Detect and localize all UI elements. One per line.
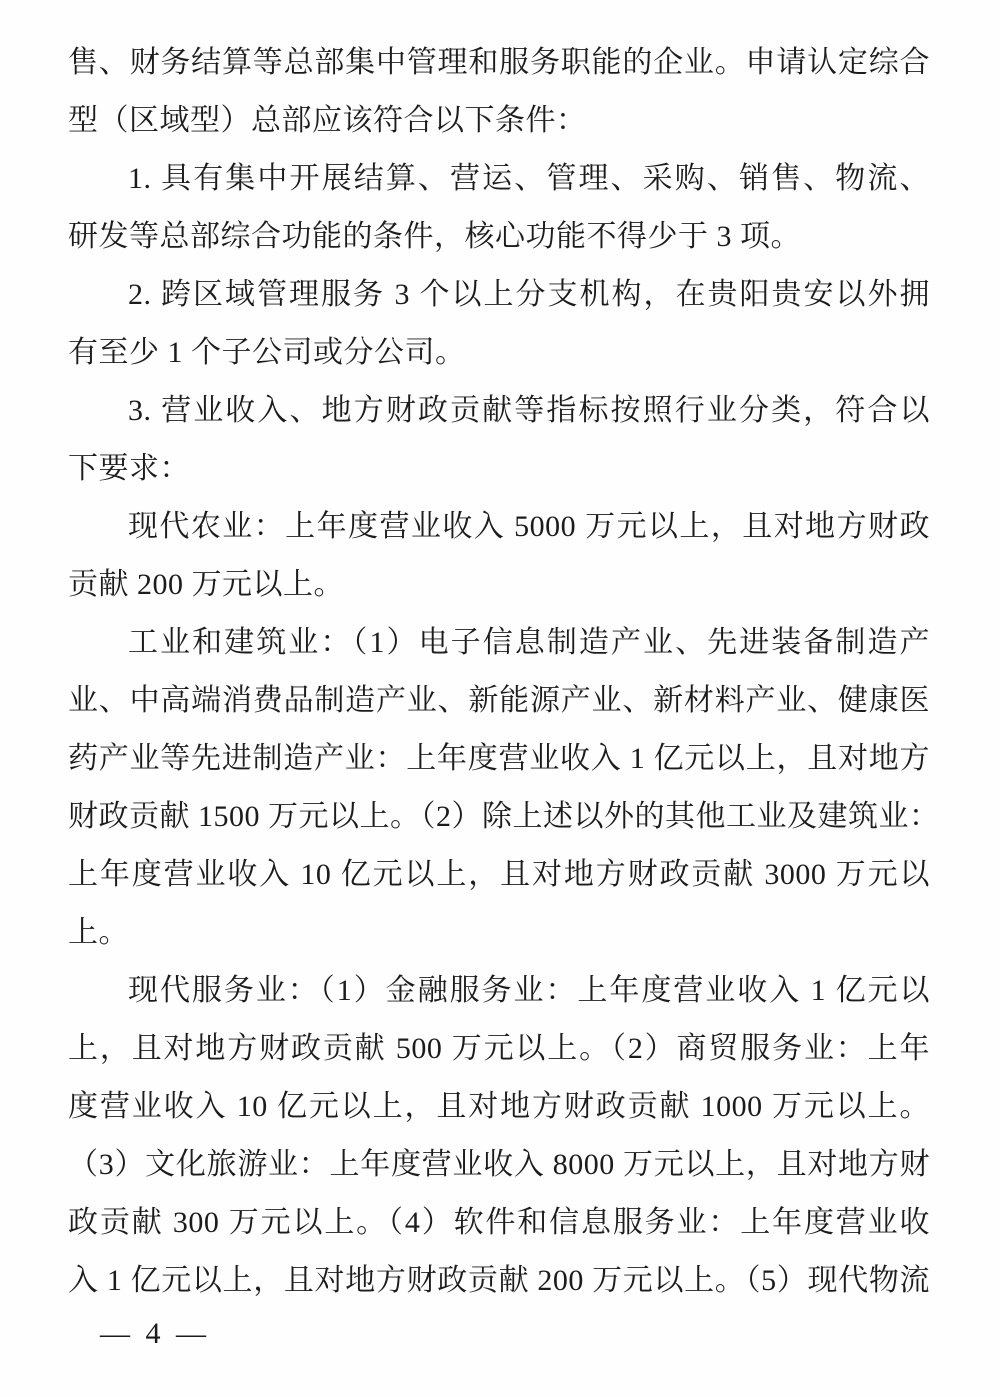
text-line: 上年度营业收入 10 亿元以上，且对地方财政贡献 3000 万元以 xyxy=(68,858,930,891)
text-line: 药产业等先进制造产业：上年度营业收入 1 亿元以上，且对地方 xyxy=(68,742,930,775)
text-line: 入 1 亿元以上，且对地方财政贡献 200 万元以上。（5）现代物流 xyxy=(68,1264,930,1297)
page-number: — 4 — xyxy=(100,1317,210,1350)
text-line: 现代农业：上年度营业收入 5000 万元以上，且对地方财政 xyxy=(128,510,930,543)
text-line: 政贡献 300 万元以上。（4）软件和信息服务业：上年度营业收 xyxy=(68,1206,930,1239)
text-line: 2. 跨区域管理服务 3 个以上分支机构，在贵阳贵安以外拥 xyxy=(128,278,930,311)
text-line: 财政贡献 1500 万元以上。（2）除上述以外的其他工业及建筑业： xyxy=(68,800,940,833)
body-text xyxy=(68,34,940,1310)
text-line: 型（区域型）总部应该符合以下条件： xyxy=(68,104,587,137)
text-line: 上。 xyxy=(68,916,129,949)
text-line: （3）文化旅游业：上年度营业收入 8000 万元以上，且对地方财 xyxy=(68,1148,930,1181)
text-line: 贡献 200 万元以上。 xyxy=(68,568,344,601)
text-line: 上，且对地方财政贡献 500 万元以上。（2）商贸服务业：上年 xyxy=(68,1032,930,1065)
text-line: 下要求： xyxy=(68,452,190,485)
text-line: 度营业收入 10 亿元以上，且对地方财政贡献 1000 万元以上。 xyxy=(68,1090,930,1123)
text-line: 现代服务业：（1）金融服务业：上年度营业收入 1 亿元以 xyxy=(128,974,930,1007)
text-line: 3. 营业收入、地方财政贡献等指标按照行业分类，符合以 xyxy=(128,394,930,427)
text-line: 1. 具有集中开展结算、营运、管理、采购、销售、物流、 xyxy=(128,162,930,195)
text-line: 售、财务结算等总部集中管理和服务职能的企业。申请认定综合 xyxy=(68,46,930,79)
text-line: 业、中高端消费品制造产业、新能源产业、新材料产业、健康医 xyxy=(68,684,930,717)
text-line: 研发等总部综合功能的条件，核心功能不得少于 3 项。 xyxy=(68,220,801,253)
text-line: 工业和建筑业：（1）电子信息制造产业、先进装备制造产 xyxy=(128,626,930,659)
text-line: 有至少 1 个子公司或分公司。 xyxy=(68,336,466,369)
